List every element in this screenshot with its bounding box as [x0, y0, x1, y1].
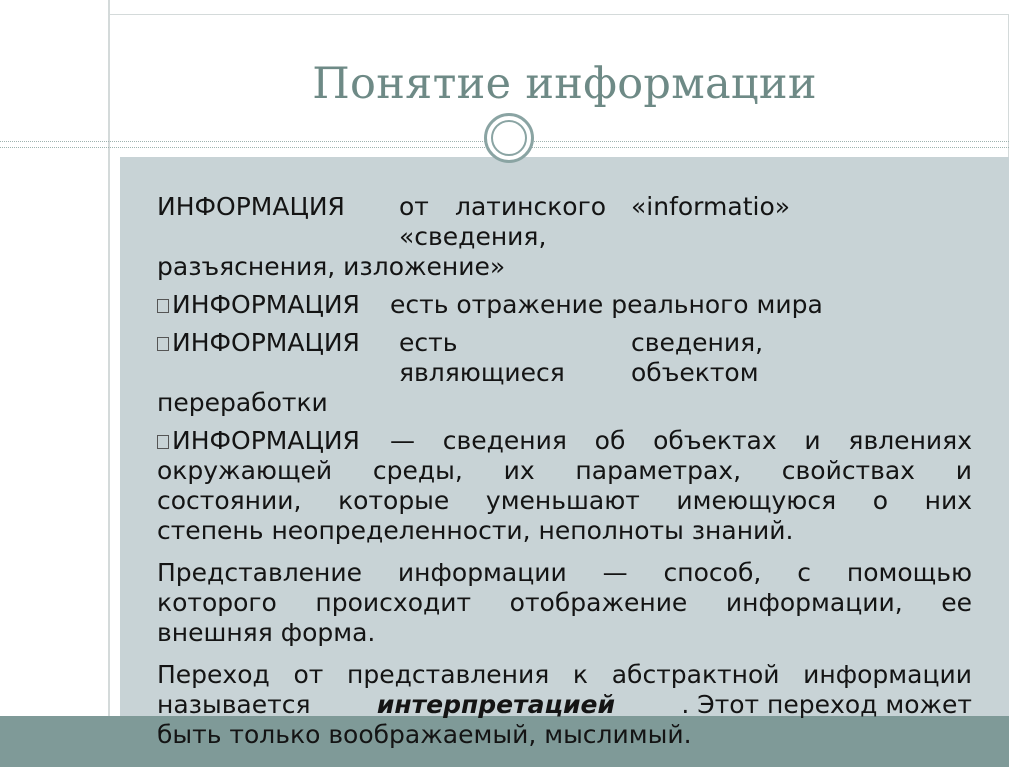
- p1-line3: [157, 252, 972, 282]
- p6-line2-text: [157, 690, 972, 720]
- slide-body: [157, 192, 972, 750]
- p3-term: ИНФОРМАЦИЯ: [172, 328, 360, 357]
- p4-line3: [157, 486, 972, 516]
- p6-rest: . Этот переход может: [681, 690, 972, 719]
- p6-line1: [157, 660, 972, 690]
- p4-line4: [157, 516, 972, 546]
- p5-line2-text: которого происходит отображение информации, ее: [157, 588, 972, 617]
- p6-called: называется: [157, 690, 311, 719]
- p3-last: переработки: [157, 388, 328, 417]
- p3-line1: [157, 328, 972, 358]
- p1-rest: разъяснения, изложение»: [157, 252, 506, 281]
- p1-line2: [157, 222, 972, 252]
- p4-line3-text: состоянии, которые уменьшают имеющуюся о них: [157, 486, 972, 515]
- p6-interpretation: интерпретацией: [376, 690, 615, 719]
- p5-line1-text: Представление информации — способ, с помощью: [157, 558, 972, 587]
- p6-line3-text: быть только воображаемый, мыслимый.: [157, 720, 692, 749]
- p4-line1: [157, 426, 972, 456]
- p4-line2: [157, 456, 972, 486]
- p1-svedenia: «сведения,: [399, 222, 547, 251]
- p3-line3: [157, 388, 972, 418]
- p3-yavl: являющиеся: [399, 358, 565, 387]
- p4-line4-text: степень неопределенности, неполноты знаний.: [157, 516, 794, 545]
- bullet-box-icon: [157, 337, 169, 351]
- p4-term: ИНФОРМАЦИЯ: [172, 426, 360, 455]
- p1-from: от: [399, 192, 429, 221]
- bullet-box-icon: [157, 299, 169, 313]
- p6-line1-text: Переход от представления к абстрактной информации: [157, 660, 972, 689]
- slide-title: Понятие информации: [312, 59, 817, 109]
- p1-line1: [157, 192, 972, 222]
- p5-line1: [157, 558, 972, 588]
- p2-term: ИНФОРМАЦИЯ: [172, 290, 360, 319]
- title-area: [120, 15, 1009, 157]
- p6-line2: [157, 690, 972, 720]
- bullet-box-icon: [157, 435, 169, 449]
- p3-svedenia: сведения,: [631, 328, 764, 357]
- p5-line2: [157, 588, 972, 618]
- p1-latin: латинского: [455, 192, 607, 221]
- p4-line2-text: окружающей среды, их параметрах, свойствах и: [157, 456, 972, 485]
- p3-line2: [157, 358, 972, 388]
- p2-rest: есть отражение реального мира: [390, 290, 823, 319]
- p5-line3: [157, 618, 972, 648]
- p2-line1: [157, 290, 972, 320]
- p5-line3-text: внешняя форма.: [157, 618, 376, 647]
- frame-left-line: [108, 0, 110, 767]
- p3-est: есть: [399, 328, 458, 357]
- p6-line3: [157, 720, 972, 750]
- ring-ornament-icon: [484, 113, 534, 163]
- p4-line1-rest: — сведения об объектах и явлениях: [390, 426, 972, 455]
- p1-term: ИНФОРМАЦИЯ: [157, 192, 345, 221]
- p1-word: «informatio»: [631, 192, 791, 221]
- p3-obj: объектом: [631, 358, 759, 387]
